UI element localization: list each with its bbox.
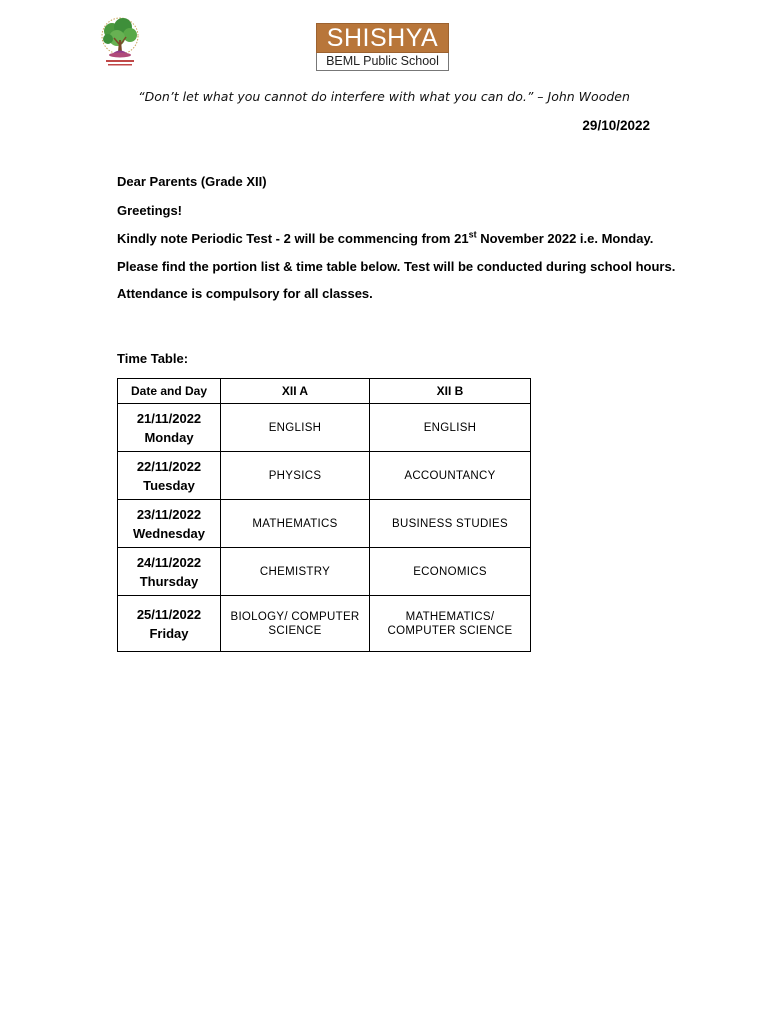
xii-b-subject: BUSINESS STUDIES — [370, 500, 531, 548]
table-row — [118, 500, 531, 548]
quote: “Don’t let what you cannot do interfere with what you can do.” – John Wooden — [138, 89, 630, 104]
salutation: Dear Parents (Grade XII) — [117, 174, 267, 189]
brand-subtitle: BEML Public School — [316, 53, 449, 71]
xii-a-subject: MATHEMATICS — [221, 500, 370, 548]
date-day-cell — [118, 500, 221, 548]
xii-a-subject: ENGLISH — [221, 404, 370, 452]
day: Monday — [144, 429, 194, 445]
timetable-heading: Time Table: — [117, 351, 189, 366]
notice-line-1-before: Kindly note Periodic Test - 2 will be commencing from 21 — [117, 231, 469, 246]
day: Tuesday — [143, 477, 195, 493]
xii-b-subject: ECONOMICS — [370, 548, 531, 596]
day: Friday — [149, 625, 189, 641]
date-day-cell — [118, 452, 221, 500]
notice-line-3: Attendance is compulsory for all classes. — [117, 286, 373, 301]
timetable-header-row — [118, 379, 531, 404]
school-emblem-logo — [92, 14, 148, 72]
notice-line-1-sup: st — [468, 229, 477, 240]
timetable — [117, 378, 531, 652]
table-row — [118, 452, 531, 500]
letter-date: 29/10/2022 — [582, 118, 650, 133]
date: 24/11/2022 — [136, 554, 202, 570]
header-date-day: Date and Day — [118, 379, 221, 404]
notice-line-1-after: November 2022 i.e. Monday. — [476, 231, 654, 246]
date-day-cell — [118, 404, 221, 452]
date: 21/11/2022 — [136, 410, 202, 426]
date-day-cell — [118, 548, 221, 596]
school-brand-logo — [316, 23, 449, 71]
date: 23/11/2022 — [136, 506, 202, 522]
date: 22/11/2022 — [136, 458, 202, 474]
notice-line-2: Please find the portion list & time table below. Test will be conducted during school hours. — [117, 259, 676, 274]
xii-b-subject: ENGLISH — [370, 404, 531, 452]
table-row — [118, 596, 531, 652]
table-row — [118, 548, 531, 596]
xii-b-subject: MATHEMATICS/ COMPUTER SCIENCE — [370, 596, 531, 652]
table-row — [118, 404, 531, 452]
day: Wednesday — [132, 525, 205, 541]
xii-a-subject: PHYSICS — [221, 452, 370, 500]
header-xii-a: XII A — [221, 379, 370, 404]
header-xii-b: XII B — [370, 379, 531, 404]
date: 25/11/2022 — [136, 606, 202, 622]
greeting: Greetings! — [117, 203, 183, 218]
xii-b-subject: ACCOUNTANCY — [370, 452, 531, 500]
date-day-cell — [118, 596, 221, 652]
xii-a-subject: BIOLOGY/ COMPUTER SCIENCE — [221, 596, 370, 652]
brand-name: SHISHYA — [316, 23, 449, 53]
day: Thursday — [139, 573, 199, 589]
xii-a-subject: CHEMISTRY — [221, 548, 370, 596]
notice-line-1 — [117, 229, 654, 246]
